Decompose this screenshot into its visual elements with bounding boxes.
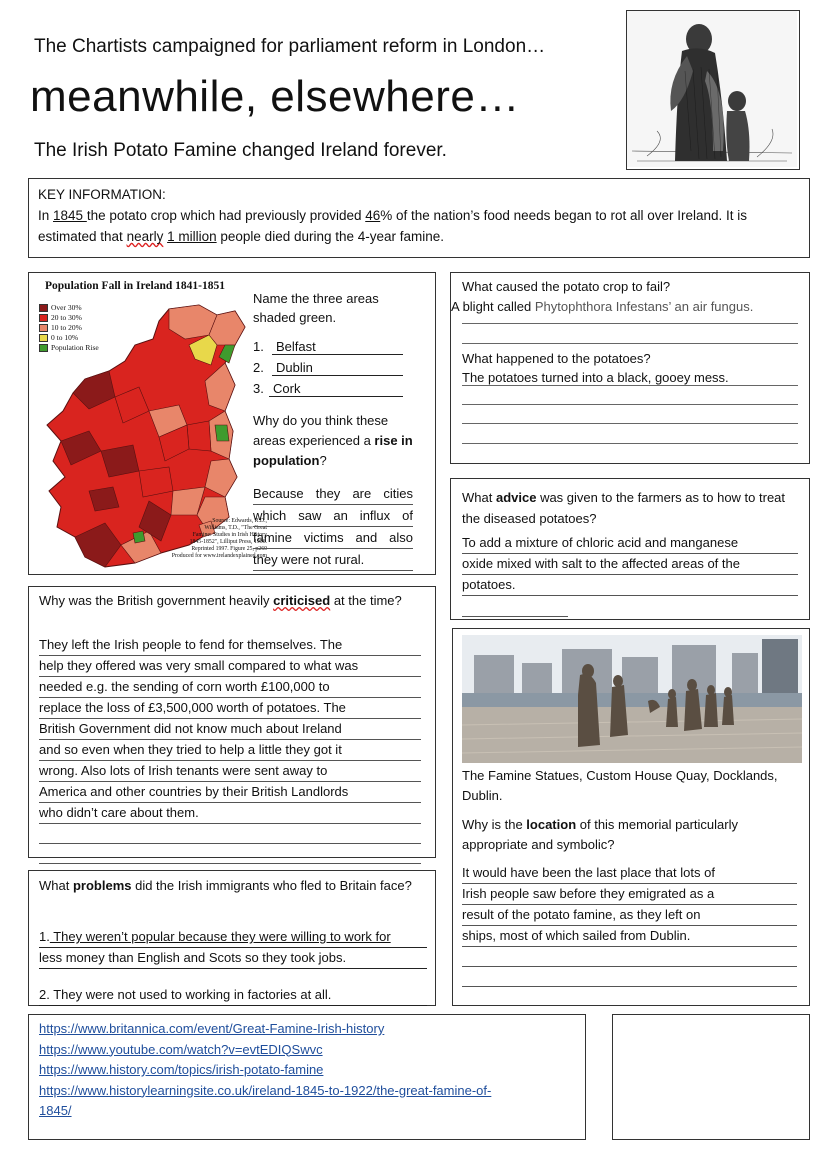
answer-line: ships, most of which sailed from Dublin. <box>462 926 797 947</box>
question-text: What <box>462 490 496 505</box>
question-bold: criticised <box>273 593 331 608</box>
statues-box <box>452 628 810 1006</box>
intro-text: The Chartists campaigned for parliament reform in London… <box>34 36 546 57</box>
subtitle: The Irish Potato Famine changed Ireland forever. <box>34 140 447 161</box>
answer-line: result of the potato famine, as they left on <box>462 905 797 926</box>
answer-line: potatoes. <box>462 575 798 596</box>
answer-line: replace the loss of £3,500,000 worth of potatoes. The <box>39 698 421 719</box>
map-title: Population Fall in Ireland 1841-1851 <box>45 280 225 292</box>
question-bold: location <box>526 817 577 832</box>
famine-woman-illustration <box>627 11 797 167</box>
answer-line <box>462 423 798 424</box>
empty-box <box>612 1014 810 1140</box>
answer-text: A blight called <box>451 299 535 314</box>
problem-answer-1 <box>39 927 427 969</box>
answer-line: They left the Irish people to fend for themselves. The <box>39 635 421 656</box>
potatoes-question: What happened to the potatoes? <box>462 351 651 366</box>
answer-line: oxide mixed with salt to the affected areas of the <box>462 554 798 575</box>
cause-question: What caused the potato crop to fail? <box>462 279 671 294</box>
answer-line <box>462 404 798 405</box>
key-info-paragraph <box>38 205 800 247</box>
answer-line: who didn’t care about them. <box>39 803 421 824</box>
question-text: ? <box>319 453 327 468</box>
source-line: Famine: Studies in Irish History <box>192 532 267 538</box>
question-text: Why was the British government heavily <box>39 593 274 608</box>
legend-label: 0 to 10% <box>51 333 79 342</box>
famine-statues-photo <box>462 635 802 763</box>
answer-line <box>462 967 797 987</box>
question-text: Why is the <box>462 817 527 832</box>
advice-question <box>462 487 797 529</box>
link-historylearningsite-cont[interactable]: 1845/ <box>39 1103 72 1118</box>
source-line: Source: Edwards, R.D., <box>212 518 267 524</box>
answer-row <box>253 339 316 360</box>
answer-line <box>462 616 568 617</box>
answer-text: Belfast <box>272 339 403 355</box>
source-line: Reprinted 1997. Figure 25, p260 <box>191 546 267 552</box>
question-text: at the time? <box>330 593 402 608</box>
link-britannica[interactable]: https://www.britannica.com/event/Great-Famine-Irish-history <box>39 1021 385 1036</box>
answer-line: British Government did not know much about Ireland <box>39 719 421 740</box>
answer-line <box>462 947 797 967</box>
link-history[interactable]: https://www.history.com/topics/irish-potato-famine <box>39 1062 324 1077</box>
key-info-text: the potato crop which had previously provided <box>86 208 366 223</box>
criticised-box <box>28 586 436 858</box>
advice-box <box>450 478 810 620</box>
answer-text: They weren’t popular because they were willing to work for <box>49 929 391 944</box>
answer-text: Dublin <box>272 360 403 376</box>
map-source <box>167 518 267 560</box>
key-info-million: 1 million <box>167 229 217 244</box>
answer-list <box>253 339 316 402</box>
why-rise-answer <box>253 483 413 571</box>
cause-answer <box>451 297 799 317</box>
question-text: Why do you think these areas experienced a <box>253 413 389 448</box>
answer-line: famine victims and also <box>253 527 413 549</box>
problems-question <box>39 875 419 896</box>
answer-line: It would have been the last place that lots of <box>462 863 797 884</box>
question-text: of this memorial particularly appropriate and symbolic? <box>462 817 738 852</box>
answer-line <box>462 443 798 444</box>
answer-line: Because they are cities <box>253 483 413 505</box>
answer-num: 1. <box>253 339 264 354</box>
answer-num: 2. <box>253 360 264 375</box>
answer-line <box>462 323 798 324</box>
potatoes-answer: The potatoes turned into a black, gooey mess. <box>462 370 729 385</box>
answer-line <box>462 343 798 344</box>
legend-label: Over 30% <box>51 303 82 312</box>
question-bold: advice <box>495 490 537 505</box>
question-text: was given to the farmers as to how to treat the diseased potatoes? <box>462 490 786 526</box>
famine-illustration-frame <box>626 10 800 170</box>
answer-line: Irish people saw before they emigrated as a <box>462 884 797 905</box>
map-panel <box>28 272 436 575</box>
criticised-question <box>39 591 419 611</box>
answer-row <box>253 360 313 381</box>
answer-line <box>39 824 421 844</box>
answer-line: which saw an influx of <box>253 505 413 527</box>
answer-line: and so even when they tried to help a little they got it <box>39 740 421 761</box>
answer-line: To add a mixture of chloric acid and manganese <box>462 533 798 554</box>
question-text: What <box>39 878 73 893</box>
question-bold: rise in population <box>253 433 413 468</box>
location-question <box>462 815 782 855</box>
statues-caption: The Famine Statues, Custom House Quay, Docklands, Dublin. <box>462 768 778 803</box>
answer-num: 1. <box>39 929 50 944</box>
answer-line: wrong. Also lots of Irish tenants were sent away to <box>39 761 421 782</box>
question-bold: problems <box>72 878 132 893</box>
criticised-answer <box>39 635 421 864</box>
source-line: Williams, T.D., "The Great <box>204 525 267 531</box>
key-info-year: 1845 <box>53 208 87 223</box>
answer-text: less money than English and Scots so they took jobs. <box>39 948 427 969</box>
source-line: Produced for www.irelandexplained.com <box>171 553 267 559</box>
answer-text: Cork <box>269 381 403 397</box>
why-rise-question <box>253 411 413 471</box>
legend-label: Population Rise <box>51 343 99 352</box>
problem-answer-2: 2. They were not used to working in factories at all. <box>39 985 427 1006</box>
link-historylearningsite[interactable]: https://www.historylearningsite.co.uk/ireland-1845-to-1922/the-great-famine-of- <box>39 1082 492 1098</box>
question-text: did the Irish immigrants who fled to Britain face? <box>131 878 412 893</box>
key-info-text: % of the nation’s food needs began to rot all over Ireland. It is estimated that <box>38 208 748 244</box>
answer-line: needed e.g. the sending of corn worth £100,000 to <box>39 677 421 698</box>
link-youtube[interactable]: https://www.youtube.com/watch?v=evtEDIQSwvc <box>39 1041 323 1057</box>
key-info-text: people died during the 4-year famine. <box>216 229 445 244</box>
answer-line <box>39 844 421 864</box>
page-title: meanwhile, elsewhere… <box>30 72 520 121</box>
answer-line: help they offered was very small compared to what was <box>39 656 421 677</box>
key-info-text: In <box>38 208 54 223</box>
answer-text-grey: Phytophthora Infestans’ an air fungus. <box>534 299 754 314</box>
location-answer <box>462 863 797 987</box>
problems-box <box>28 870 436 1006</box>
key-info-nearly: nearly <box>126 229 164 244</box>
advice-answer <box>462 533 798 596</box>
answer-row <box>253 381 301 402</box>
answer-line: they were not rural. <box>253 549 413 571</box>
legend-label: 20 to 30% <box>51 313 82 322</box>
legend-label: 10 to 20% <box>51 323 82 332</box>
source-line: 1845-1852", Lilliput Press, 1956. <box>189 539 267 545</box>
answer-line: America and other countries by their British Landlords <box>39 782 421 803</box>
key-info-percent: 46 <box>365 208 381 223</box>
key-info-heading: KEY INFORMATION: <box>38 187 166 202</box>
answer-num: 3. <box>253 381 264 396</box>
green-areas-question: Name the three areas shaded green. <box>253 291 379 325</box>
answer-line <box>462 385 798 386</box>
links-box <box>28 1014 586 1140</box>
cause-box <box>450 272 810 464</box>
key-information-box <box>28 178 810 258</box>
